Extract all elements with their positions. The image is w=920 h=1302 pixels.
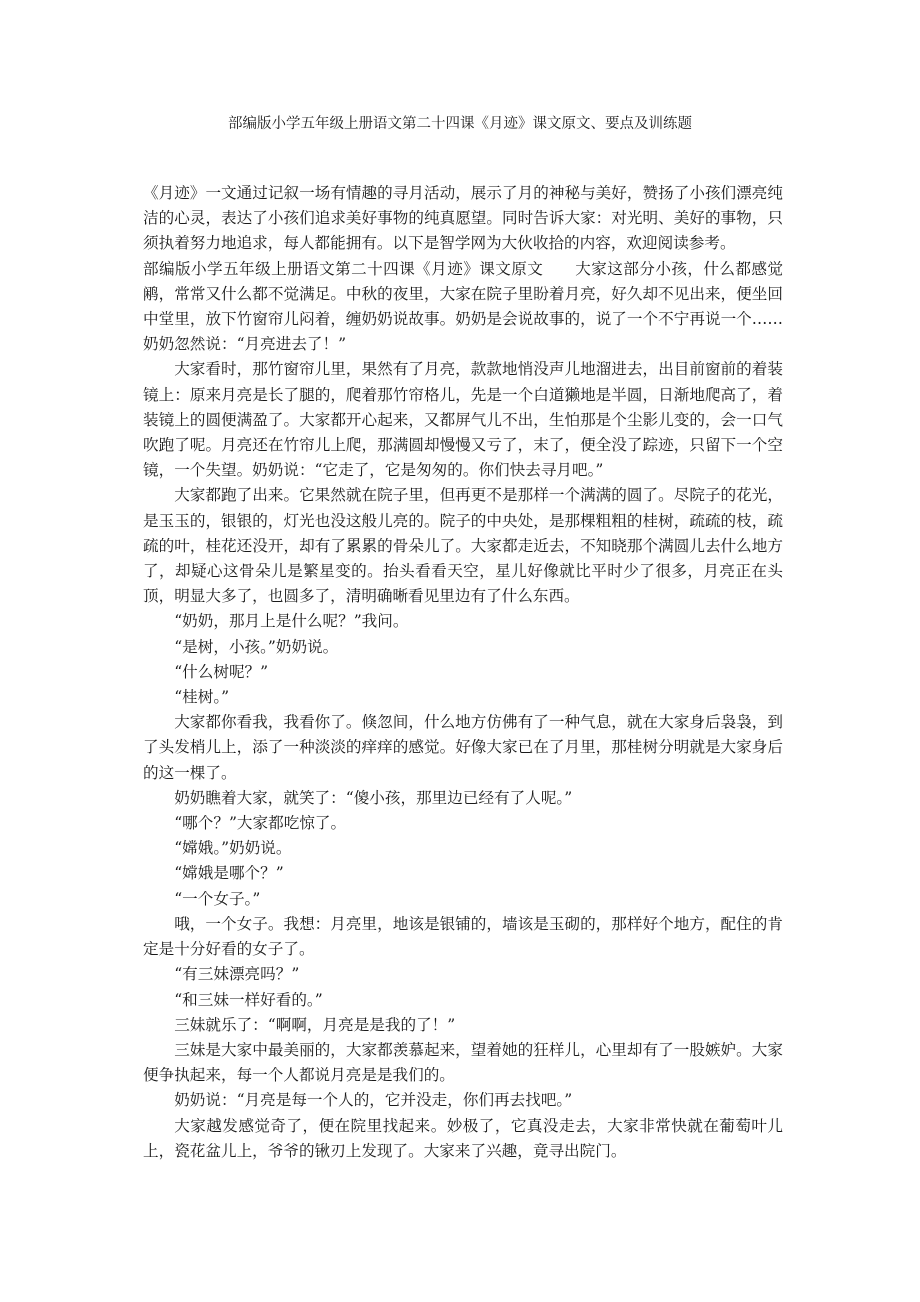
paragraph: 三妹是大家中最美丽的，大家都羡慕起来，望着她的狂样儿，心里却有了一股嫉妒。大家便争执起来，每一个人都说月亮是是我们的。 (143, 1040, 783, 1085)
dialogue-line: “哪个？”大家都吃惊了。 (174, 814, 347, 833)
dialogue-line: “嫦娥是哪个？” (174, 864, 284, 883)
dialogue-line: “有三妹漂亮吗？” (174, 965, 300, 984)
paragraph: 哦，一个女子。我想：月亮里，地该是银铺的，墙该是玉砌的，那样好个地方，配住的肯定是十分好看的女子了。 (143, 914, 783, 959)
paragraph: 大家看时，那竹窗帘儿里，果然有了月亮，款款地悄没声儿地溜进去，出目前窗前的着装镜上：原来月亮是长了腿的，爬着那竹帘格儿，先是一个白道獭地是半圆，日渐地爬高了，着装镜上的圆便满盈了。大家都开心起来，又都屏气儿不出，生怕那是个尘影儿变的，会一口气吹跑了呢。月亮还在竹帘儿上爬，那满圆却慢慢又亏了，末了，便全没了踪迹，只留下一个空镜，一个失望。奶奶说：“它走了，它是匆匆的。你们快去寻月吧。” (143, 360, 783, 480)
paragraph-text-start: 部编版小学五年级上册语文第二十四课《月迹》课文原文 大家这部分小孩，什么都感觉鹇，常常又什么都不觉满足。中秋的夜里，大家在院子里盼着月亮，好久却不见出来，便坐回中堂里，放下竹窗帘儿闷着，缠奶奶说故事。奶奶是会说故事的，说了一个不宁再说一个……奶奶忽然说：“月亮进去了！” (143, 259, 783, 354)
paragraph: 大家都跑了出来。它果然就在院子里，但再更不是那样一个满满的圆了。尽院子的花光，是玉玉的，银银的，灯光也没这般儿亮的。院子的中央处，是那棵粗粗的桂树，疏疏的枝，疏疏的叶，桂花还没开，却有了累累的骨朵儿了。大家都走近去，不知晓那个满圆儿去什么地方了，却疑心这骨朵儿是繁星变的。抬头看看天空，星儿好像就比平时少了很多，月亮正在头顶，明显大多了，也圆多了，清明确晰看见里边有了什么东西。 (143, 486, 783, 606)
paragraph: 大家越发感觉奇了，便在院里找起来。妙极了，它真没走去，大家非常快就在葡萄叶儿上，瓷花盆儿上，爷爷的锹刃上发现了。大家来了兴趣，竟寻出院门。 (143, 1116, 783, 1160)
dialogue-line: “和三妹一样好看的。” (174, 990, 323, 1009)
dialogue-line: “嫦娥。”奶奶说。 (174, 839, 292, 858)
document-title: 部编版小学五年级上册语文第二十四课《月迹》课文原文、要点及训练题 (228, 116, 692, 132)
paragraph-intro: 《月迹》一文通过记叙一场有情趣的寻月活动，展示了月的神秘与美好，赞扬了小孩们漂亮纯洁的心灵，表达了小孩们追求美好事物的纯真愿望。同时告诉大家：对光明、美好的事物，只须执着努力地追求，每人都能拥有。以下是智学网为大伙收拾的内容，欢迎阅读参考。 (143, 184, 783, 253)
dialogue-line: “什么树呢？” (174, 662, 269, 681)
paragraph: 大家都你看我，我看你了。倏忽间，什么地方仿佛有了一种气息，就在大家身后袅袅，到了头发梢儿上，添了一种淡淡的痒痒的感觉。好像大家已在了月里，那桂树分明就是大家身后的这一棵了。 (143, 713, 783, 782)
dialogue-line: “是树，小孩。”奶奶说。 (174, 637, 339, 656)
dialogue-line: 三妹就乐了：“啊啊，月亮是是我的了！” (174, 1015, 456, 1034)
dialogue-line: 奶奶说：“月亮是每一个人的，它并没走，你们再去找吧。” (174, 1091, 573, 1110)
document-body (143, 181, 783, 1164)
dialogue-line: “一个女子。” (174, 889, 261, 908)
dialogue-line: 奶奶瞧着大家，就笑了：“傻小孩，那里边已经有了人呢。” (174, 788, 573, 807)
dialogue-line: “桂树。” (174, 688, 230, 707)
dialogue-line: “奶奶，那月上是什么呢？”我问。 (174, 612, 409, 631)
